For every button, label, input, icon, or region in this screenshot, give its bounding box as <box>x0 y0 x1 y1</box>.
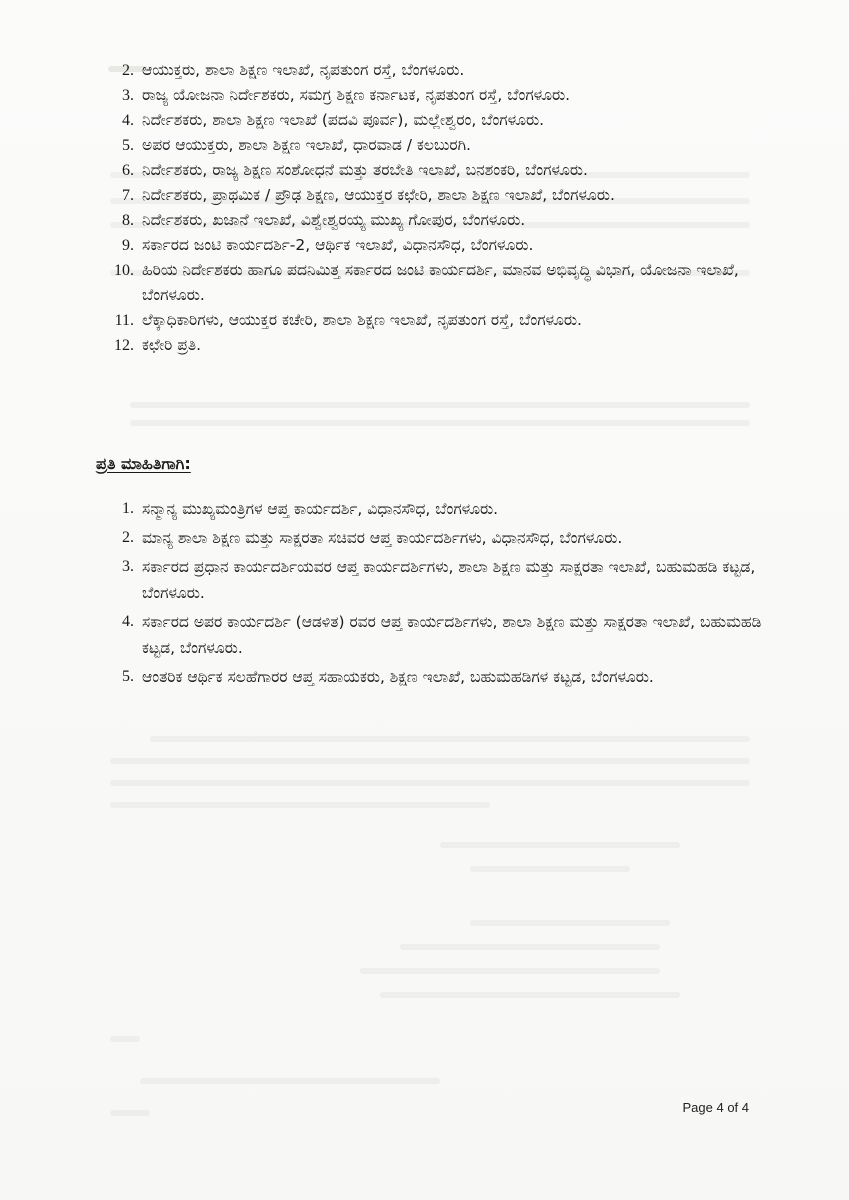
distribution-list <box>112 58 772 358</box>
list-item <box>112 496 772 522</box>
bleed-through-mark <box>400 944 660 950</box>
copy-for-info-list <box>112 496 772 693</box>
list-item <box>112 83 772 108</box>
bleed-through-mark <box>150 736 750 742</box>
item-text: ಲೆಕ್ಕಾಧಿಕಾರಿಗಳು, ಆಯುಕ್ತರ ಕಚೇರಿ, ಶಾಲಾ ಶಿಕ್ಷಣ ಇಲಾಖೆ, ನೃಪತುಂಗ ರಸ್ತೆ, ಬೆಂಗಳೂರು. <box>142 311 582 329</box>
item-text: ರಾಜ್ಯ ಯೋಜನಾ ನಿರ್ದೇಶಕರು, ಸಮಗ್ರ ಶಿಕ್ಷಣ ಕರ್ನಾಟಕ, ನೃಪತುಂಗ ರಸ್ತೆ, ಬೆಂಗಳೂರು. <box>142 86 571 104</box>
item-number: 3. <box>122 87 134 104</box>
list-item <box>112 183 772 208</box>
item-text: ನಿರ್ದೇಶಕರು, ಖಜಾನೆ ಇಲಾಖೆ, ವಿಶ್ವೇಶ್ವರಯ್ಯ ಮುಖ್ಯ ಗೋಪುರ, ಬೆಂಗಳೂರು. <box>142 211 526 229</box>
item-number: 8. <box>122 212 134 229</box>
bleed-through-mark <box>130 420 750 426</box>
bleed-through-mark <box>130 402 750 408</box>
item-number: 2. <box>122 62 134 79</box>
item-number: 4. <box>122 112 134 129</box>
list-item <box>112 158 772 183</box>
list-item <box>112 58 772 83</box>
list-item <box>112 333 772 358</box>
item-text: ಆಂತರಿಕ ಆರ್ಥಿಕ ಸಲಹೆಗಾರರ ಆಪ್ತ ಸಹಾಯಕರು, ಶಿಕ್ಷಣ ಇಲಾಖೆ, ಬಹುಮಹಡಿಗಳ ಕಟ್ಟಡ, ಬೆಂಗಳೂರು. <box>142 668 654 686</box>
bleed-through-mark <box>470 920 670 926</box>
bleed-through-mark <box>110 780 750 786</box>
item-number: 9. <box>122 237 134 254</box>
bleed-through-mark <box>110 1036 140 1042</box>
bleed-through-mark <box>110 1110 150 1116</box>
bleed-through-mark <box>110 802 490 808</box>
list-item <box>112 108 772 133</box>
copy-for-info-heading: ಪ್ರತಿ ಮಾಹಿತಿಗಾಗಿ: <box>96 454 191 473</box>
item-text: ಸರ್ಕಾರದ ಅಪರ ಕಾರ್ಯದರ್ಶಿ (ಆಡಳಿತ) ರವರ ಆಪ್ತ ಕಾರ್ಯದರ್ಶಿಗಳು, ಶಾಲಾ ಶಿಕ್ಷಣ ಮತ್ತು ಸಾಕ್ಷರತಾ ಇಲಾಖೆ, ಬಹುಮಹಡಿ ಕಟ್ಟಡ, ಬೆಂಗಳೂರು. <box>142 613 762 657</box>
item-number: 2. <box>122 529 134 546</box>
list-item <box>112 208 772 233</box>
item-text: ಸರ್ಕಾರದ ಪ್ರಧಾನ ಕಾರ್ಯದರ್ಶಿಯವರ ಆಪ್ತ ಕಾರ್ಯದರ್ಶಿಗಳು, ಶಾಲಾ ಶಿಕ್ಷಣ ಮತ್ತು ಸಾಕ್ಷರತಾ ಇಲಾಖೆ, ಬಹುಮಹಡಿ ಕಟ್ಟಡ, ಬೆಂಗಳೂರು. <box>142 558 756 602</box>
item-number: 4. <box>122 613 134 630</box>
list-item <box>112 554 772 606</box>
item-number: 7. <box>122 187 134 204</box>
item-number: 10. <box>114 262 134 279</box>
item-text: ಸನ್ಮಾನ್ಯ ಮುಖ್ಯಮಂತ್ರಿಗಳ ಆಪ್ತ ಕಾರ್ಯದರ್ಶಿ, ವಿಧಾನಸೌಧ, ಬೆಂಗಳೂರು. <box>142 500 499 518</box>
list-item <box>112 308 772 333</box>
bleed-through-mark <box>140 1078 440 1084</box>
list-item <box>112 609 772 661</box>
item-text: ನಿರ್ದೇಶಕರು, ರಾಜ್ಯ ಶಿಕ್ಷಣ ಸಂಶೋಧನೆ ಮತ್ತು ತರಬೇತಿ ಇಲಾಖೆ, ಬನಶಂಕರಿ, ಬೆಂಗಳೂರು. <box>142 161 588 179</box>
item-number: 12. <box>114 337 134 354</box>
list-item <box>112 525 772 551</box>
item-text: ಆಯುಕ್ತರು, ಶಾಲಾ ಶಿಕ್ಷಣ ಇಲಾಖೆ, ನೃಪತುಂಗ ರಸ್ತೆ, ಬೆಂಗಳೂರು. <box>142 61 465 79</box>
item-text: ಕಛೇರಿ ಪ್ರತಿ. <box>142 336 202 354</box>
list-item <box>112 233 772 258</box>
item-text: ನಿರ್ದೇಶಕರು, ಪ್ರಾಥಮಿಕ / ಪ್ರೌಢ ಶಿಕ್ಷಣ, ಆಯುಕ್ತರ ಕಛೇರಿ, ಶಾಲಾ ಶಿಕ್ಷಣ ಇಲಾಖೆ, ಬೆಂಗಳೂರು. <box>142 186 615 204</box>
bleed-through-mark <box>470 866 630 872</box>
item-number: 1. <box>122 500 134 517</box>
bleed-through-mark <box>360 968 660 974</box>
item-text: ಸರ್ಕಾರದ ಜಂಟಿ ಕಾರ್ಯದರ್ಶಿ-2, ಆರ್ಥಿಕ ಇಲಾಖೆ, ವಿಧಾನಸೌಧ, ಬೆಂಗಳೂರು. <box>142 236 534 254</box>
bleed-through-mark <box>440 842 680 848</box>
item-text: ಅಪರ ಆಯುಕ್ತರು, ಶಾಲಾ ಶಿಕ್ಷಣ ಇಲಾಖೆ, ಧಾರವಾಡ / ಕಲಬುರಗಿ. <box>142 136 471 154</box>
item-number: 3. <box>122 558 134 575</box>
list-item <box>112 258 772 308</box>
item-number: 5. <box>122 137 134 154</box>
bleed-through-mark <box>110 758 750 764</box>
item-text: ಹಿರಿಯ ನಿರ್ದೇಶಕರು ಹಾಗೂ ಪದನಿಮಿತ್ತ ಸರ್ಕಾರದ ಜಂಟಿ ಕಾರ್ಯದರ್ಶಿ, ಮಾನವ ಅಭಿವೃದ್ಧಿ ವಿಭಾಗ, ಯೋಜನಾ ಇಲಾಖೆ, ಬೆಂಗಳೂರು. <box>142 261 739 304</box>
item-number: 5. <box>122 668 134 685</box>
list-item <box>112 133 772 158</box>
item-number: 6. <box>122 162 134 179</box>
bleed-through-mark <box>380 992 680 998</box>
list-item <box>112 664 772 690</box>
item-text: ಮಾನ್ಯ ಶಾಲಾ ಶಿಕ್ಷಣ ಮತ್ತು ಸಾಕ್ಷರತಾ ಸಚಿವರ ಆಪ್ತ ಕಾರ್ಯದರ್ಶಿಗಳು, ವಿಧಾನಸೌಧ, ಬೆಂಗಳೂರು. <box>142 529 623 547</box>
item-text: ನಿರ್ದೇಶಕರು, ಶಾಲಾ ಶಿಕ್ಷಣ ಇಲಾಖೆ (ಪದವಿ ಪೂರ್ವ), ಮಲ್ಲೇಶ್ವರಂ, ಬೆಂಗಳೂರು. <box>142 111 545 129</box>
item-number: 11. <box>114 312 134 329</box>
page-number: Page 4 of 4 <box>682 1100 749 1115</box>
